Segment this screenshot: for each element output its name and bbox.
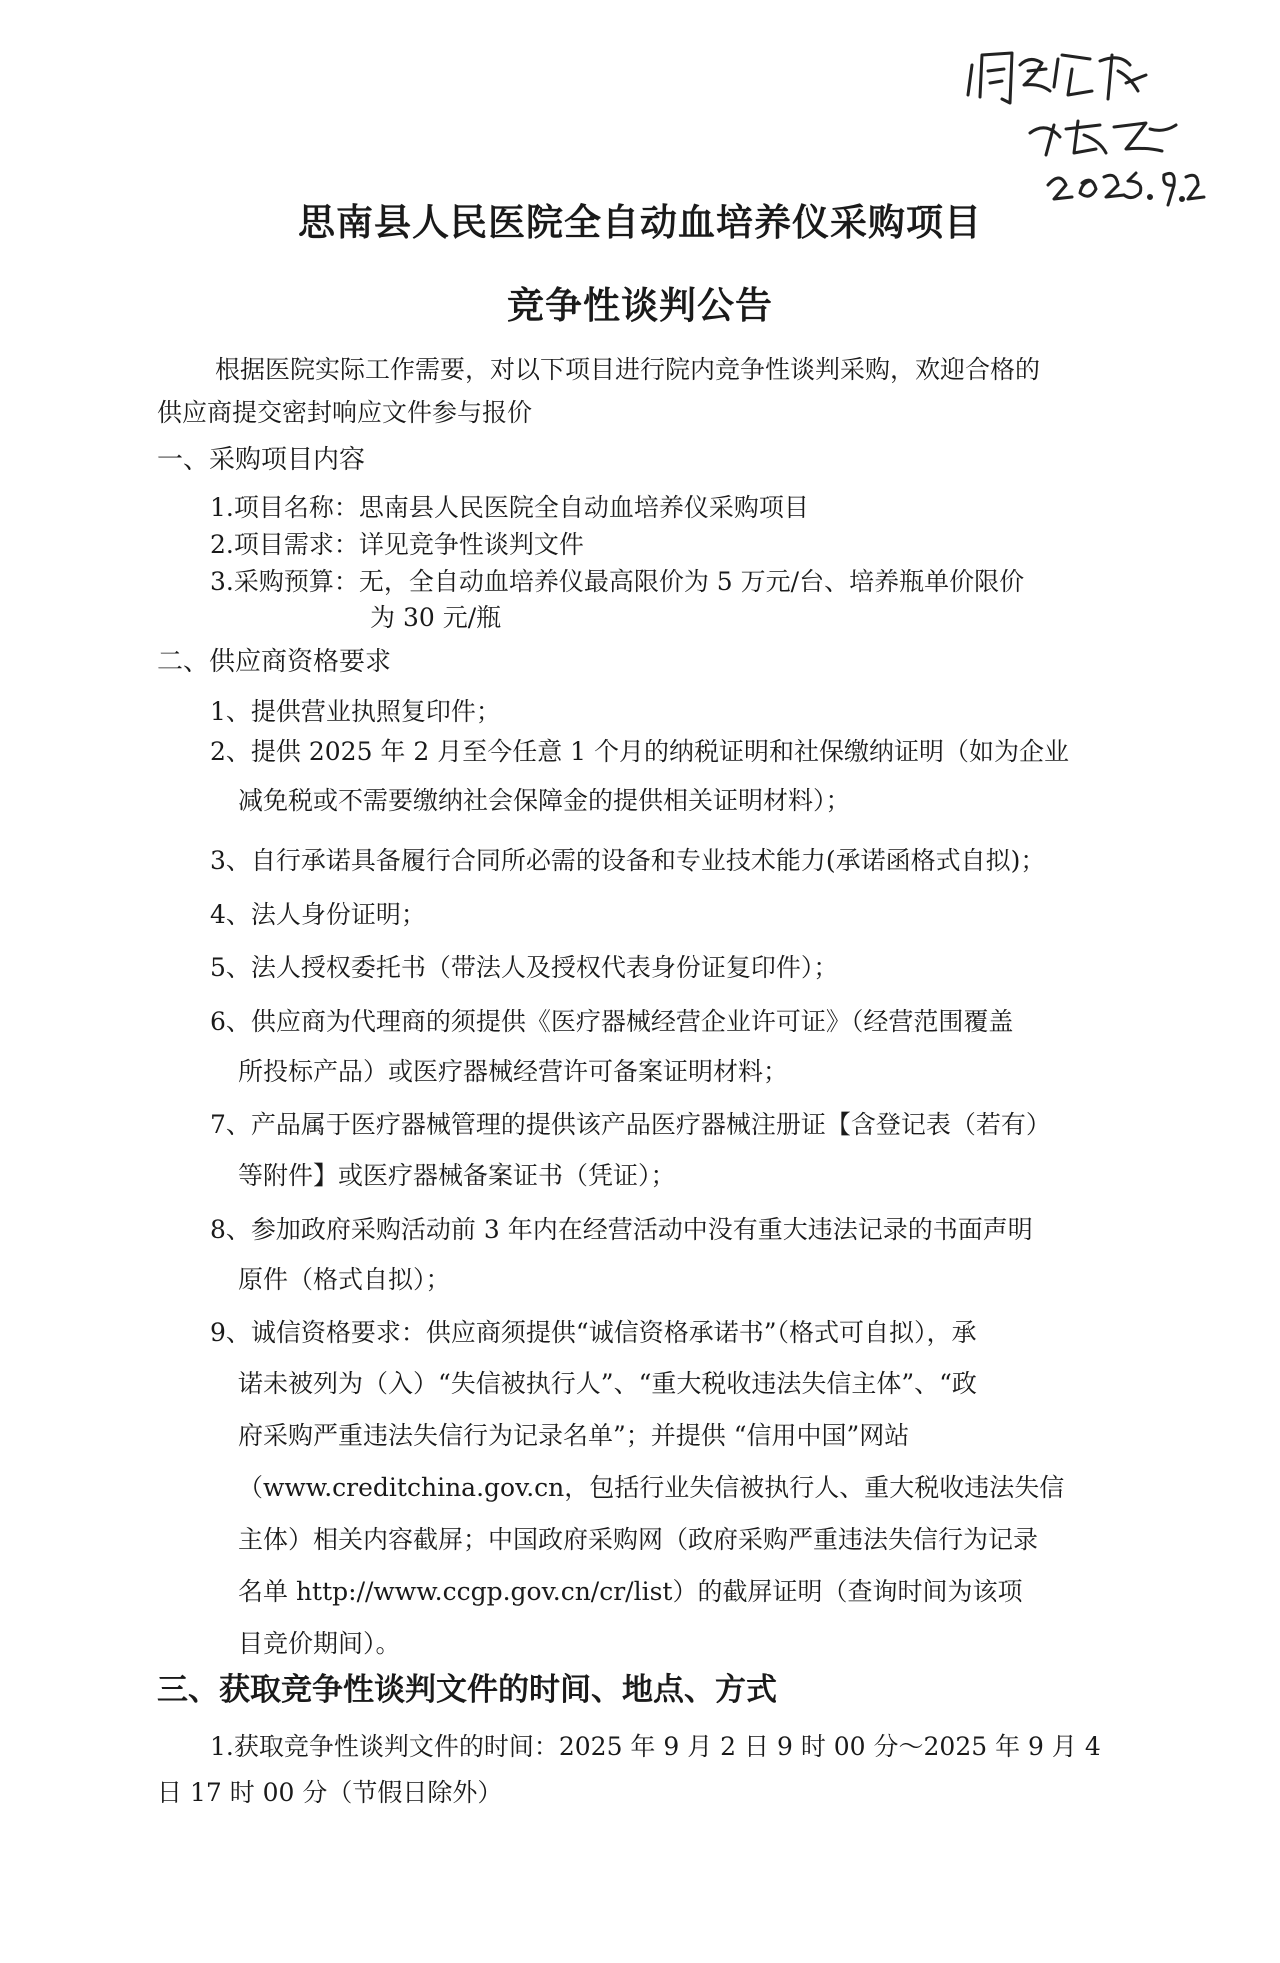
requirement-9-cont-5: 名单 http://www.ccgp.gov.cn/cr/list）的截屏证明（查询时间为该项 bbox=[238, 1577, 1023, 1606]
requirement-4: 4、法人身份证明； bbox=[210, 900, 426, 929]
section2-heading: 二、供应商资格要求 bbox=[157, 647, 392, 677]
section3-line-1: 1.获取竞争性谈判文件的时间：2025 年 9 月 2 日 9 时 00 分～2025 年 9 月 4 bbox=[210, 1732, 1101, 1761]
requirement-2-cont: 减免税或不需要缴纳社会保障金的提供相关证明材料）； bbox=[238, 786, 851, 815]
document-subtitle: 竞争性谈判公告 bbox=[507, 283, 773, 327]
requirement-1: 1、提供营业执照复印件； bbox=[210, 697, 501, 726]
section1-item-1: 1.项目名称：思南县人民医院全自动血培养仪采购项目 bbox=[210, 493, 809, 522]
requirement-5: 5、法人授权委托书（带法人及授权代表身份证复印件）； bbox=[210, 953, 839, 982]
requirement-7: 7、产品属于医疗器械管理的提供该产品医疗器械注册证【含登记表（若有） bbox=[210, 1110, 1051, 1139]
requirement-6-cont: 所投标产品）或医疗器械经营许可备案证明材料； bbox=[238, 1057, 789, 1086]
section1-item-2: 2.项目需求：详见竞争性谈判文件 bbox=[210, 530, 584, 559]
requirement-9-cont-2: 府采购严重违法失信行为记录名单”；并提供 “信用中国”网站 bbox=[238, 1421, 910, 1450]
section3-heading: 三、获取竞争性谈判文件的时间、地点、方式 bbox=[157, 1672, 777, 1708]
section1-item-3-cont: 为 30 元/瓶 bbox=[370, 603, 502, 632]
intro-line-2: 供应商提交密封响应文件参与报价 bbox=[157, 398, 533, 427]
requirement-9-cont-4: 主体）相关内容截屏；中国政府采购网（政府采购严重违法失信行为记录 bbox=[238, 1525, 1039, 1554]
requirement-8-cont: 原件（格式自拟）； bbox=[238, 1265, 451, 1294]
requirement-8: 8、参加政府采购活动前 3 年内在经营活动中没有重大违法记录的书面声明 bbox=[210, 1215, 1033, 1244]
requirement-9-cont-6: 目竞价期间）。 bbox=[238, 1629, 401, 1658]
document-title: 思南县人民医院全自动血培养仪采购项目 bbox=[298, 200, 982, 244]
requirement-3: 3、自行承诺具备履行合同所必需的设备和专业技术能力(承诺函格式自拟)； bbox=[210, 846, 1046, 875]
handwritten-signature bbox=[950, 25, 1210, 215]
section1-item-3: 3.采购预算：无，全自动血培养仪最高限价为 5 万元/台、培养瓶单价限价 bbox=[210, 567, 1025, 596]
intro-line-1: 根据医院实际工作需要，对以下项目进行院内竞争性谈判采购，欢迎合格的 bbox=[215, 355, 1041, 384]
requirement-9: 9、诚信资格要求：供应商须提供“诚信资格承诺书”（格式可自拟），承 bbox=[210, 1318, 977, 1347]
section3-line-2: 日 17 时 00 分（节假日除外） bbox=[157, 1778, 503, 1807]
requirement-9-cont-1: 诺未被列为（入）“失信被执行人”、“重大税收违法失信主体”、“政 bbox=[238, 1369, 977, 1398]
requirement-6: 6、供应商为代理商的须提供《医疗器械经营企业许可证》（经营范围覆盖 bbox=[210, 1007, 1014, 1036]
requirement-7-cont: 等附件】或医疗器械备案证书（凭证）； bbox=[238, 1161, 676, 1190]
requirement-9-cont-3: （www.creditchina.gov.cn，包括行业失信被执行人、重大税收违法失信 bbox=[238, 1473, 1065, 1502]
section1-heading: 一、采购项目内容 bbox=[157, 445, 366, 475]
requirement-2: 2、提供 2025 年 2 月至今任意 1 个月的纳税证明和社保缴纳证明（如为企业 bbox=[210, 737, 1070, 766]
